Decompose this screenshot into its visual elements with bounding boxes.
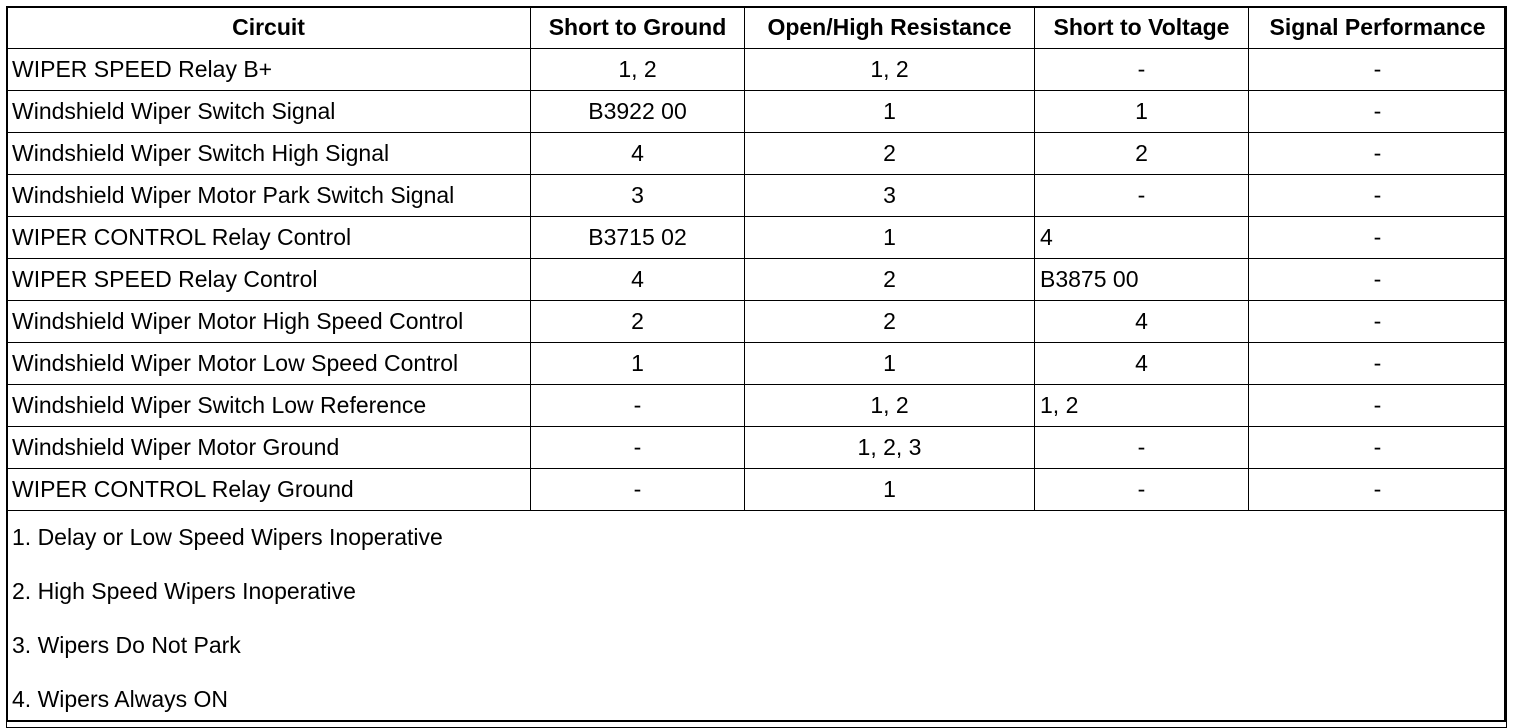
short-to-voltage-cell: B3875 00 [1035,259,1249,301]
signal-performance-cell: - [1249,175,1507,217]
short-to-voltage-cell: - [1035,175,1249,217]
signal-performance-cell: - [1249,49,1507,91]
short-to-voltage-cell: - [1035,49,1249,91]
note-text: 4. Wipers Always ON [7,673,1507,728]
header-open-high-resistance: Open/High Resistance [745,7,1035,49]
circuit-cell: WIPER SPEED Relay B+ [7,49,531,91]
circuit-cell: Windshield Wiper Switch Low Reference [7,385,531,427]
short-to-ground-cell: 1, 2 [531,49,745,91]
short-to-voltage-cell: 2 [1035,133,1249,175]
open-high-resistance-cell: 1 [745,217,1035,259]
table-row [7,49,1507,91]
note-text: 2. High Speed Wipers Inoperative [7,565,1507,619]
diagnostic-table-frame [6,6,1506,722]
header-circuit: Circuit [7,7,531,49]
short-to-voltage-cell: - [1035,469,1249,511]
table-row [7,259,1507,301]
signal-performance-cell: - [1249,217,1507,259]
open-high-resistance-cell: 1 [745,343,1035,385]
open-high-resistance-cell: 1, 2, 3 [745,427,1035,469]
table-row [7,343,1507,385]
table-row [7,133,1507,175]
note-row [7,673,1507,728]
signal-performance-cell: - [1249,427,1507,469]
open-high-resistance-cell: 1, 2 [745,385,1035,427]
circuit-cell: Windshield Wiper Motor Park Switch Signal [7,175,531,217]
circuit-cell: Windshield Wiper Switch High Signal [7,133,531,175]
open-high-resistance-cell: 2 [745,259,1035,301]
short-to-voltage-cell: 1 [1035,91,1249,133]
short-to-voltage-cell: - [1035,427,1249,469]
table-header-row [7,7,1507,49]
table-row [7,301,1507,343]
short-to-voltage-cell: 4 [1035,343,1249,385]
open-high-resistance-cell: 2 [745,301,1035,343]
circuit-diagnostic-table [6,6,1507,728]
signal-performance-cell: - [1249,301,1507,343]
signal-performance-cell: - [1249,343,1507,385]
open-high-resistance-cell: 3 [745,175,1035,217]
signal-performance-cell: - [1249,91,1507,133]
short-to-ground-cell: - [531,427,745,469]
circuit-cell: Windshield Wiper Switch Signal [7,91,531,133]
signal-performance-cell: - [1249,259,1507,301]
note-row [7,565,1507,619]
note-text: 3. Wipers Do Not Park [7,619,1507,673]
table-row [7,175,1507,217]
short-to-ground-cell: 1 [531,343,745,385]
open-high-resistance-cell: 1 [745,91,1035,133]
short-to-ground-cell: - [531,385,745,427]
open-high-resistance-cell: 1 [745,469,1035,511]
table-row [7,217,1507,259]
table-row [7,385,1507,427]
circuit-cell: WIPER CONTROL Relay Control [7,217,531,259]
note-text: 1. Delay or Low Speed Wipers Inoperative [7,511,1507,565]
circuit-cell: WIPER SPEED Relay Control [7,259,531,301]
signal-performance-cell: - [1249,385,1507,427]
short-to-ground-cell: B3715 02 [531,217,745,259]
circuit-cell: WIPER CONTROL Relay Ground [7,469,531,511]
short-to-voltage-cell: 1, 2 [1035,385,1249,427]
circuit-cell: Windshield Wiper Motor High Speed Control [7,301,531,343]
circuit-cell: Windshield Wiper Motor Low Speed Control [7,343,531,385]
table-row [7,469,1507,511]
short-to-ground-cell: - [531,469,745,511]
signal-performance-cell: - [1249,133,1507,175]
table-row [7,427,1507,469]
short-to-ground-cell: 2 [531,301,745,343]
note-row [7,619,1507,673]
short-to-ground-cell: 4 [531,133,745,175]
short-to-ground-cell: B3922 00 [531,91,745,133]
header-signal-performance: Signal Performance [1249,7,1507,49]
short-to-voltage-cell: 4 [1035,301,1249,343]
signal-performance-cell: - [1249,469,1507,511]
short-to-ground-cell: 4 [531,259,745,301]
note-row [7,511,1507,565]
header-short-to-ground: Short to Ground [531,7,745,49]
short-to-voltage-cell: 4 [1035,217,1249,259]
header-short-to-voltage: Short to Voltage [1035,7,1249,49]
short-to-ground-cell: 3 [531,175,745,217]
open-high-resistance-cell: 1, 2 [745,49,1035,91]
table-row [7,91,1507,133]
circuit-cell: Windshield Wiper Motor Ground [7,427,531,469]
open-high-resistance-cell: 2 [745,133,1035,175]
